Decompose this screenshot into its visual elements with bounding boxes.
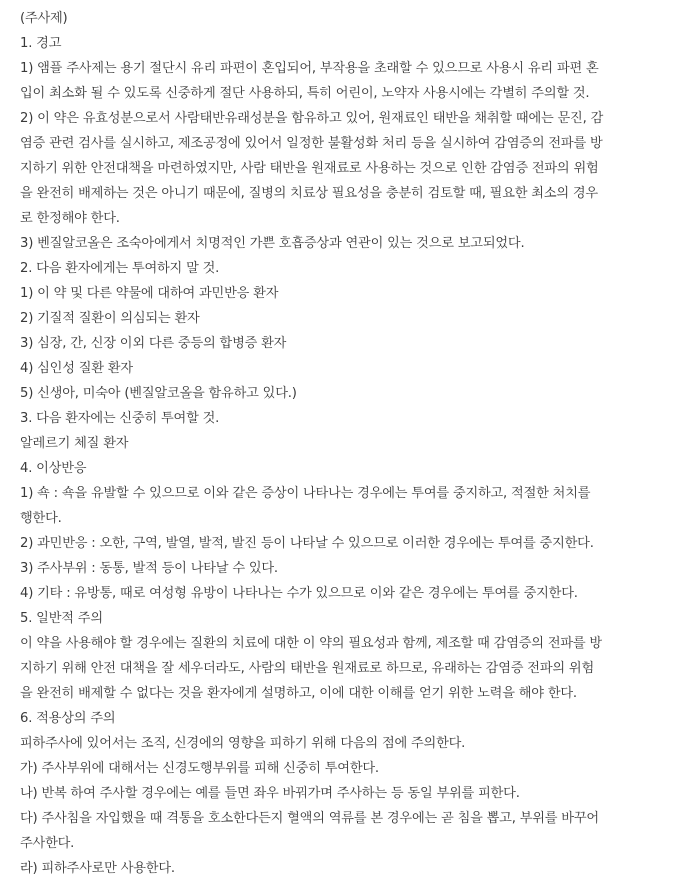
text-line: 1) 이 약 및 다른 약물에 대하여 과민반응 환자 [20,286,279,301]
text-line: 알레르기 체질 환자 [20,436,129,451]
text-line: 을 완전히 배제할 수 없다는 것을 환자에게 설명하고, 이에 대한 이해를 얻기 위한 노력을 해야 한다. [20,686,577,701]
text-line: 입이 최소화 될 수 있도록 신중하게 절단 사용하되, 특히 어린이, 노약자 사용시에는 각별히 주의할 것. [20,86,590,101]
text-line: 염증 관련 검사를 실시하고, 제조공정에 있어서 일정한 불활성화 처리 등을 실시하여 감염증의 전파를 방 [20,136,603,151]
text-line: 4) 기타 : 유방통, 때로 여성형 유방이 나타나는 수가 있으므로 이와 같은 경우에는 투여를 중지한다. [20,586,578,601]
text-line: 라) 피하주사로만 사용한다. [20,861,175,876]
text-line: 피하주사에 있어서는 조직, 신경에의 영향을 피하기 위해 다음의 점에 주의한다. [20,736,466,751]
text-line: 3) 벤질알코올은 조숙아에게서 치명적인 가쁜 호흡증상과 연관이 있는 것으로 보고되었다. [20,236,525,251]
text-line: 4) 심인성 질환 환자 [20,361,133,376]
text-line: 2) 기질적 질환이 의심되는 환자 [20,311,200,326]
text-line: 2) 이 약은 유효성분으로서 사람태반유래성분을 함유하고 있어, 원재료인 태반을 채취할 때에는 문진, 감 [20,111,604,126]
text-line: 지하기 위해 안전 대책을 잘 세우더라도, 사람의 태반을 원재료로 하므로, 유래하는 감염증 전파의 위험 [20,661,594,676]
text-line: 1) 앰플 주사제는 용기 절단시 유리 파편이 혼입되어, 부작용을 초래할 수 있으므로 사용시 유리 파편 혼 [20,61,599,76]
text-line: (주사제) [20,11,68,26]
text-line: 3) 심장, 간, 신장 이외 다른 중등의 합병증 환자 [20,336,287,351]
text-line: 2) 과민반응 : 오한, 구역, 발열, 발적, 발진 등이 나타날 수 있으므로 이러한 경우에는 투여를 중지한다. [20,536,594,551]
text-line: 다) 주사침을 자입했을 때 격통을 호소한다든지 혈액의 역류를 본 경우에는 곧 침을 뽑고, 부위를 바꾸어 [20,811,599,826]
text-line: 3) 주사부위 : 동통, 발적 등이 나타날 수 있다. [20,561,278,576]
text-line: 나) 반복 하여 주사할 경우에는 예를 들면 좌우 바꿔가며 주사하는 등 동일 부위를 피한다. [20,786,520,801]
text-line: 가) 주사부위에 대해서는 신경도행부위를 피해 신중히 투여한다. [20,761,379,776]
text-line: 2. 다음 환자에게는 투여하지 말 것. [20,261,220,276]
text-line: 5. 일반적 주의 [20,611,103,626]
text-line: 을 완전히 배제하는 것은 아니기 때문에, 질병의 치료상 필요성을 충분히 검토할 때, 필요한 최소의 경우 [20,186,598,201]
text-line: 행한다. [20,511,62,526]
text-line: 5) 신생아, 미숙아 (벤질알코올을 함유하고 있다.) [20,386,297,401]
text-line: 로 한정해야 한다. [20,211,120,226]
text-line: 1) 쇽 : 쇽을 유발할 수 있으므로 이와 같은 증상이 나타나는 경우에는 투여를 중지하고, 적절한 처치를 [20,486,591,501]
text-line: 이 약을 사용해야 할 경우에는 질환의 치료에 대한 이 약의 필요성과 함께, 제조할 때 감염증의 전파를 방 [20,636,602,651]
text-line: 4. 이상반응 [20,461,87,476]
text-line: 1. 경고 [20,36,62,51]
text-line: 3. 다음 환자에는 신중히 투여할 것. [20,411,220,426]
text-line: 주사한다. [20,836,75,851]
text-line: 지하기 위한 안전대책을 마련하였지만, 사람 태반을 원재료로 사용하는 것으로 인한 감염증 전파의 위험 [20,161,599,176]
text-line: 6. 적용상의 주의 [20,711,116,726]
